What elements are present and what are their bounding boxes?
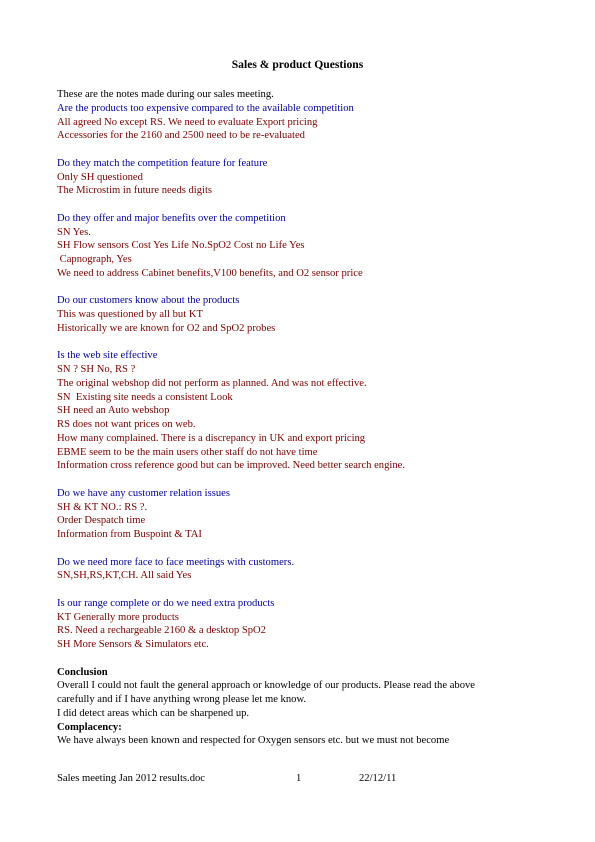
section-answer: This was questioned by all but KT	[57, 309, 203, 320]
conclusion-section	[57, 666, 543, 721]
section-question: Do they offer and major benefits over the competition	[57, 212, 286, 224]
section-question: Are the products too expensive compared to the available competition	[57, 102, 354, 114]
section-answer: SH need an Auto webshop	[57, 405, 170, 417]
blank-line	[57, 473, 543, 487]
section-answer: The original webshop did not perform as planned. And was not effective.	[57, 377, 367, 389]
section-answer: Information cross reference good but can be improved. Need better search engine.	[57, 460, 405, 472]
section-pricing	[57, 102, 543, 143]
blank-line	[57, 281, 543, 295]
footer-date: 22/12/11	[359, 773, 397, 784]
section-benefits	[57, 212, 543, 281]
document-title: Sales & product Questions	[231, 58, 364, 71]
section-answer: SH More Sensors & Simulators etc.	[57, 639, 209, 650]
blank-line	[57, 583, 543, 597]
section-answer: EBME seem to be the main users other staff do not have time	[57, 446, 318, 458]
blank-line	[57, 652, 543, 666]
section-features	[57, 157, 543, 198]
blank-line	[57, 336, 543, 350]
section-question: Do we need more face to face meetings with customers.	[57, 556, 295, 568]
section-answer: Information from Buspoint & TAI	[57, 529, 202, 540]
section-answer: Capnograph, Yes	[57, 254, 132, 265]
section-answer: We need to address Cabinet benefits,V100 benefits, and O2 sensor price	[57, 267, 363, 279]
section-range	[57, 597, 543, 652]
section-question: Do we have any customer relation issues	[57, 487, 230, 499]
section-answer: KT Generally more products	[57, 611, 179, 623]
intro-text: These are the notes made during our sales meeting.	[57, 89, 274, 100]
conclusion-heading: Conclusion	[57, 666, 108, 678]
section-answer: SH & KT NO.: RS ?.	[57, 501, 148, 513]
section-awareness	[57, 294, 543, 335]
section-answer: SN ? SH No, RS ?	[57, 364, 136, 375]
section-answer: SN,SH,RS,KT,CH. All said Yes	[57, 570, 192, 582]
document-body	[57, 88, 543, 748]
section-answer: RS. Need a rechargeable 2160 & a desktop SpO2	[57, 625, 266, 637]
section-question: Is our range complete or do we need extra products	[57, 597, 275, 609]
complacency-section	[57, 721, 543, 749]
conclusion-text: Overall I could not fault the general approach or knowledge of our products. Please read the above	[57, 680, 476, 692]
section-answer: SN Existing site needs a consistent Look	[57, 391, 233, 403]
section-answer: SH Flow sensors Cost Yes Life No.SpO2 Cost no Life Yes	[57, 240, 305, 252]
section-answer: All agreed No except RS. We need to evaluate Export pricing	[57, 116, 318, 128]
complacency-heading: Complacency:	[57, 721, 122, 733]
section-answer: SN Yes.	[57, 226, 91, 238]
section-answer: Accessories for the 2160 and 2500 need to be re-evaluated	[57, 130, 305, 142]
section-question: Do our customers know about the products	[57, 295, 240, 307]
section-meetings	[57, 556, 543, 584]
section-website	[57, 349, 543, 473]
section-answer: Only SH questioned	[57, 171, 143, 183]
section-answer: How many complained. There is a discrepancy in UK and export pricing	[57, 432, 366, 444]
section-answer: Order Despatch time	[57, 515, 146, 527]
blank-line	[57, 198, 543, 212]
section-question: Is the web site effective	[57, 350, 158, 362]
section-customer-relations	[57, 487, 543, 542]
section-question: Do they match the competition feature for feature	[57, 157, 268, 169]
blank-line	[57, 143, 543, 157]
section-answer: RS does not want prices on web.	[57, 419, 196, 430]
section-answer: Historically we are known for O2 and SpO2 probes	[57, 322, 276, 334]
conclusion-text: carefully and if I have anything wrong please let me know.	[57, 694, 307, 705]
footer-filename: Sales meeting Jan 2012 results.doc	[57, 773, 205, 784]
footer-page-number: 1	[296, 773, 302, 784]
complacency-text: We have always been known and respected for Oxygen sensors etc. but we must not become	[57, 735, 450, 747]
section-answer: The Microstim in future needs digits	[57, 185, 213, 197]
page-footer	[57, 772, 543, 786]
blank-line	[57, 542, 543, 556]
conclusion-text: I did detect areas which can be sharpened up.	[57, 707, 250, 719]
